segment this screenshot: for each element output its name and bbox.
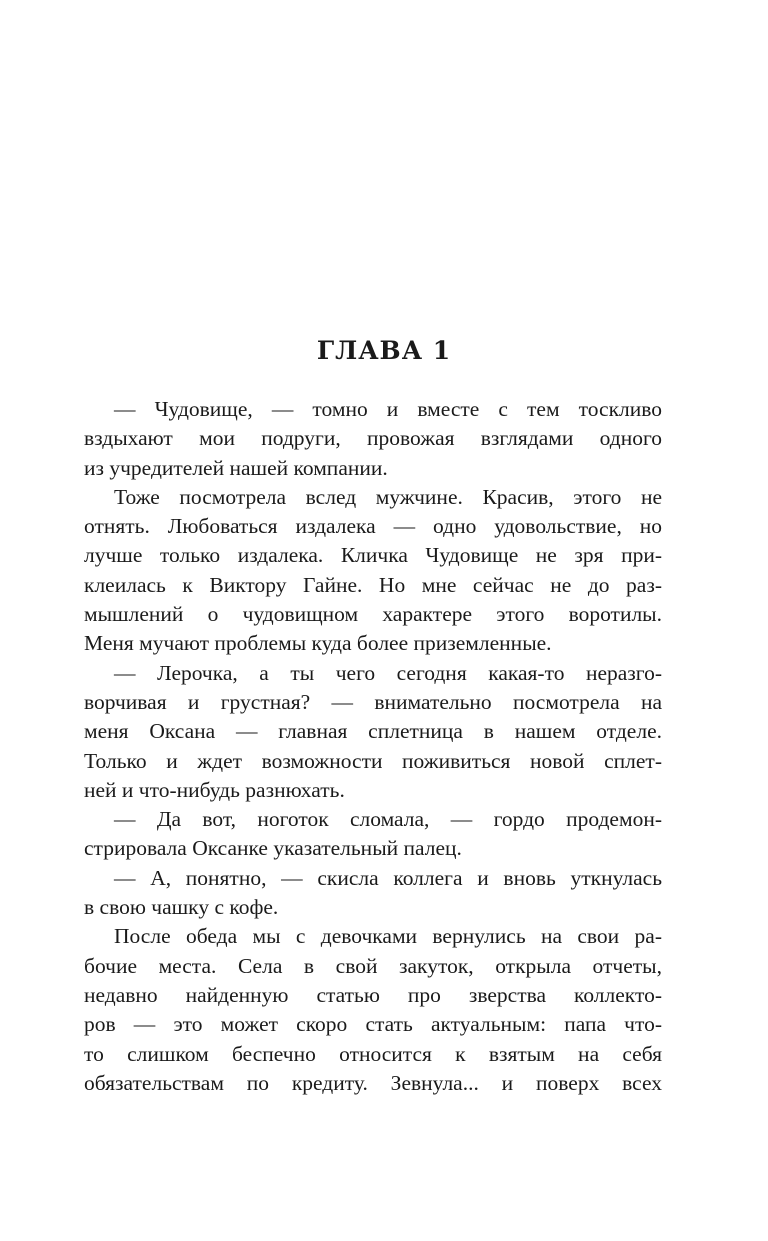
text-line: ворчивая и грустная? — внимательно посмотрела на: [84, 689, 662, 714]
text-line: ров — это может скоро стать актуальным: папа что-: [84, 1012, 662, 1037]
text-line: стрировала Оксанке указательный палец.: [84, 836, 462, 861]
text-line: бочие места. Села в свой закуток, открыла отчеты,: [84, 953, 662, 978]
text-line: Только и ждет возможности поживиться новой сплет-: [84, 748, 662, 773]
chapter-title: ГЛАВА 1: [316, 336, 452, 365]
text-line: из учредителей нашей компании.: [84, 455, 388, 480]
text-line: клеилась к Виктору Гайне. Но мне сейчас не до раз-: [84, 572, 662, 597]
text-line: Меня мучают проблемы куда более приземленные.: [84, 631, 552, 656]
text-line: обязательствам по кредиту. Зевнула... и поверх всех: [84, 1070, 662, 1095]
chapter-body: [84, 395, 662, 1098]
text-line: то слишком беспечно относится к взятым на себя: [84, 1041, 662, 1066]
text-line: — Да вот, ноготок сломала, — гордо продемон-: [114, 807, 662, 832]
text-line: — Чудовище, — томно и вместе с тем тоскливо: [114, 397, 662, 421]
text-line: ней и что-нибудь разнюхать.: [84, 777, 345, 802]
text-line: — Лерочка, а ты чего сегодня какая-то неразго-: [114, 660, 662, 685]
text-line: меня Оксана — главная сплетница в нашем отделе.: [84, 719, 662, 744]
text-line: мышлений о чудовищном характере этого воротилы.: [84, 602, 662, 627]
text-line: лучше только издалека. Кличка Чудовище не зря при-: [84, 543, 662, 568]
text-line: недавно найденную статью про зверства коллекто-: [84, 982, 662, 1007]
text-line: отнять. Любоваться издалека — одно удовольствие, но: [84, 514, 662, 539]
text-line: — А, понятно, — скисла коллега и вновь уткнулась: [114, 865, 662, 890]
text-line: в свою чашку с кофе.: [84, 895, 279, 920]
text-line: вздыхают мои подруги, провожая взглядами одного: [84, 426, 662, 451]
text-line: Тоже посмотрела вслед мужчине. Красив, этого не: [114, 484, 662, 509]
text-line: После обеда мы с девочками вернулись на свои ра-: [114, 924, 662, 949]
